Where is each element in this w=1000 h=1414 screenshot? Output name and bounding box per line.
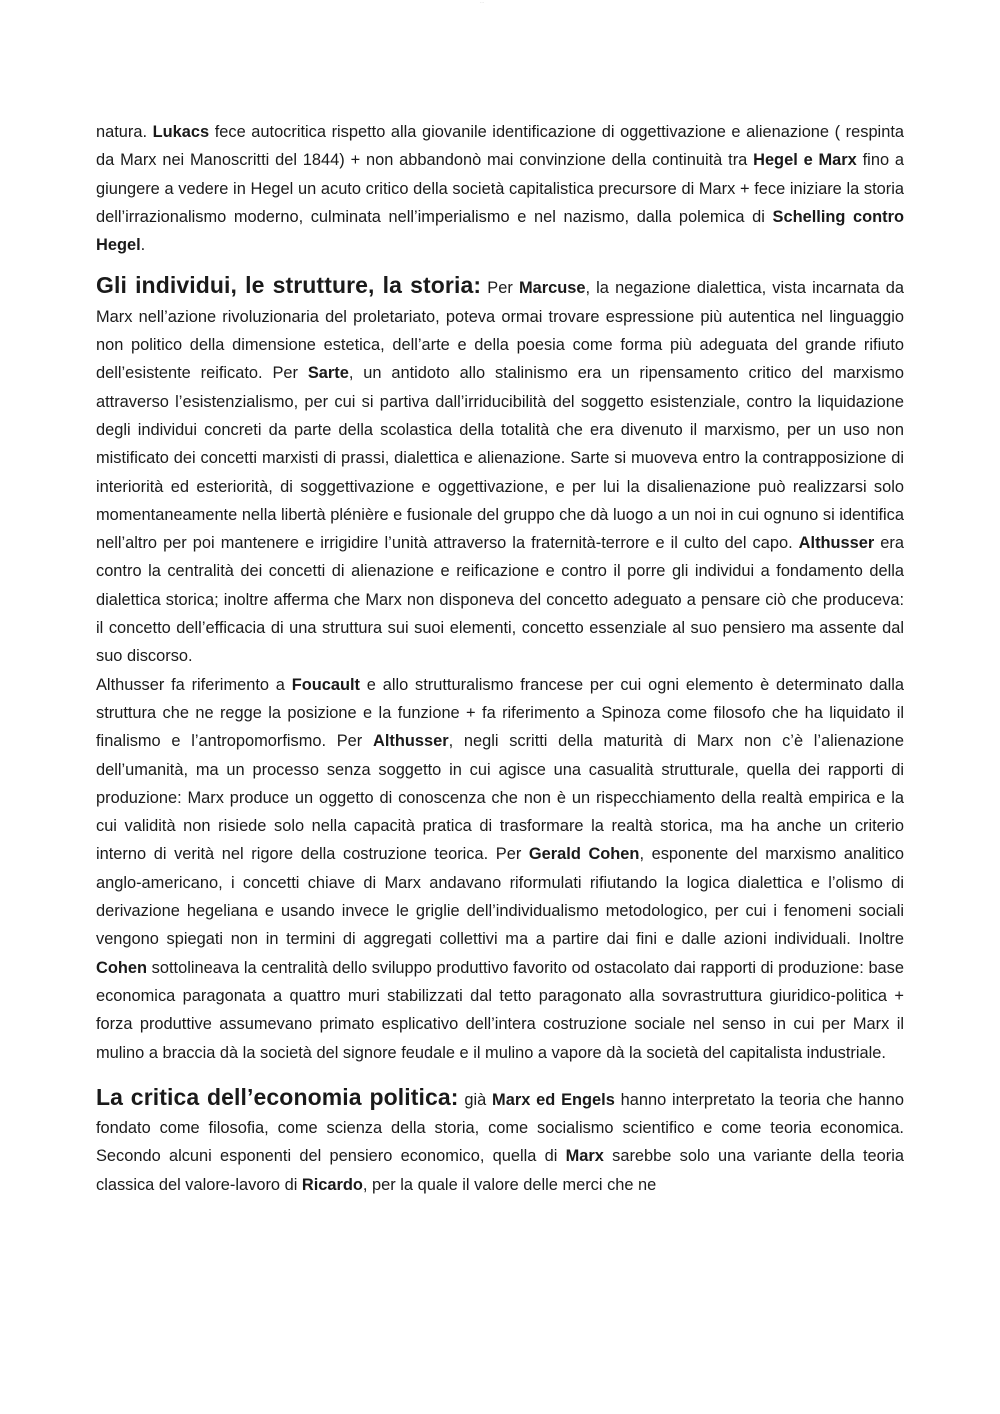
- text: , la negazione dialettica, vista incarnata da Marx nell’azione rivoluzionaria del proletariato, poteva ormai trovare espressione più autentica nel linguaggio non politico della dimensione estetica, dell’arte e della poesia come forma più adeguata del grande rifiuto dell’esistente reificato. Per: [96, 279, 904, 383]
- text: , negli scritti della maturità di Marx non c’è l’alienazione dell’umanità, ma un processo senza soggetto in cui agisce una casualità strutturale, quella dei rapporti di produzione: Marx produce un oggetto di conoscenza che non è un rispecchiamento della realtà empirica e la cui validità non risiede solo nella capacità pratica di trasformare la realtà storica, ma ha anche un criterio interno di verità nel rigore della costruzione teorica. Per: [96, 732, 904, 864]
- bold-term: Sarte: [307, 364, 349, 383]
- text: .: [140, 236, 146, 255]
- bold-term: Lukacs: [152, 123, 210, 141]
- bold-term: Cohen: [96, 958, 147, 977]
- text: natura.: [96, 123, 153, 141]
- bold-term: Gerald Cohen: [528, 845, 640, 864]
- paragraph-individui: [96, 271, 904, 670]
- bold-term: Marcuse: [518, 279, 586, 298]
- bold-term: Hegel e Marx: [753, 151, 857, 170]
- paragraph-althusser: [96, 671, 904, 1067]
- bold-term: Marx: [565, 1147, 604, 1166]
- section-heading: Gli individui, le strutture, la storia:: [96, 272, 482, 299]
- bold-term: Althusser: [372, 732, 449, 751]
- text: , un antidoto allo stalinismo era un ripensamento critico del marxismo attraverso l’esistenzialismo, per cui si partiva dall’irriducibilità del soggetto esistenziale, contro la liquidazione degli individui concreti da parte della scolastica della totalità che era divenuto il marxismo, per un uso non mistificato dei concetti marxisti di prassi, dialettica e alienazione. Sarte si muoveva entro la contrapposizione di interiorità ed esteriorità, di soggettivazione e oggettivazione, e per lui la disalienazione può realizzarsi solo momentaneamente nella libertà plénière e fusionale del gruppo che dà luogo a un noi in cui ognuno si identifica nell’altro per poi mantenere e irrigidire l’unità attraverso la fraternità-terrore e il culto del capo.: [96, 364, 904, 553]
- document-page: [96, 118, 904, 1199]
- bold-term: Althusser: [798, 534, 875, 553]
- text: sarebbe solo una variante della teoria classica del valore-lavoro di: [96, 1147, 904, 1194]
- text: e allo strutturalismo francese per cui ogni elemento è determinato dalla struttura che ne regge la posizione e la funzione + fa riferimento a Spinoza come filosofo che ha liquidato il finalismo e l’antropomorfismo. Per: [96, 675, 904, 751]
- text: , esponente del marxismo analitico anglo-americano, i concetti chiave di Marx andavano riformulati rifiutando la logica dialettica e l’olismo di derivazione hegeliana e usando invece le griglie dell’individualismo metodologico, per cui i fenomeni sociali vengono spiegati non in termini di aggregati collettivi ma a partire dai fini e dalle azioni individuali. Inoltre: [96, 845, 905, 949]
- text: fino a giungere a vedere in Hegel un acuto critico della società capitalistica precursore di Marx + fece iniziare la storia dell’irrazionalismo moderno, culminata nell’imperialismo e nel nazismo, dalla polemica di: [96, 151, 905, 226]
- text: sottolineava la centralità dello sviluppo produttivo favorito od ostacolato dai rapporti di produzione: base economica paragonata a quattro muri stabilizzati dal tetto paragonato alla sovrastruttura giuridico-politica + forza produttive assumevano primato esplicativo dell’intera costruzione sociale nel senso in cui per Marx il mulino a braccia dà la società del signore feudale e il mulino a vapore dà la società del capitalista industriale.: [96, 958, 904, 1062]
- paragraph-lukacs: [96, 118, 904, 259]
- text: era contro la centralità dei concetti di alienazione e reificazione e contro il porre gli individui a fondamento della dialettica storica; inoltre afferma che Marx non disponeva del concetto adeguato a pensare ciò che produceva: il concetto dell’efficacia di una struttura sui suoi elementi, concetto essenziale al suo pensiero ma assente dal suo discorso.: [96, 534, 904, 666]
- section-heading: La critica dell’economia politica:: [96, 1083, 459, 1110]
- bold-term: Ricardo: [301, 1175, 363, 1194]
- header-mark: ···: [480, 0, 484, 5]
- text: fece autocritica rispetto alla giovanile identificazione di oggettivazione e alienazione ( respinta da Marx nei Manoscritti del 1844) + non abbandonò mai convinzione della continuità tra: [96, 123, 904, 170]
- bold-term: Foucault: [291, 675, 361, 694]
- text: , per la quale il valore delle merci che ne: [362, 1175, 657, 1194]
- text: Althusser fa riferimento a: [96, 675, 292, 694]
- text: già: [458, 1090, 493, 1109]
- text: hanno interpretato la teoria che hanno fondato come filosofia, come scienza della storia, come socialismo scientifico e come teoria economica. Secondo alcuni esponenti del pensiero economico, quella di: [96, 1090, 904, 1166]
- bold-term: Schelling contro Hegel: [96, 207, 904, 255]
- paragraph-critica-economia: [96, 1083, 904, 1199]
- bold-term: Marx ed Engels: [492, 1090, 615, 1109]
- text: Per: [481, 279, 519, 298]
